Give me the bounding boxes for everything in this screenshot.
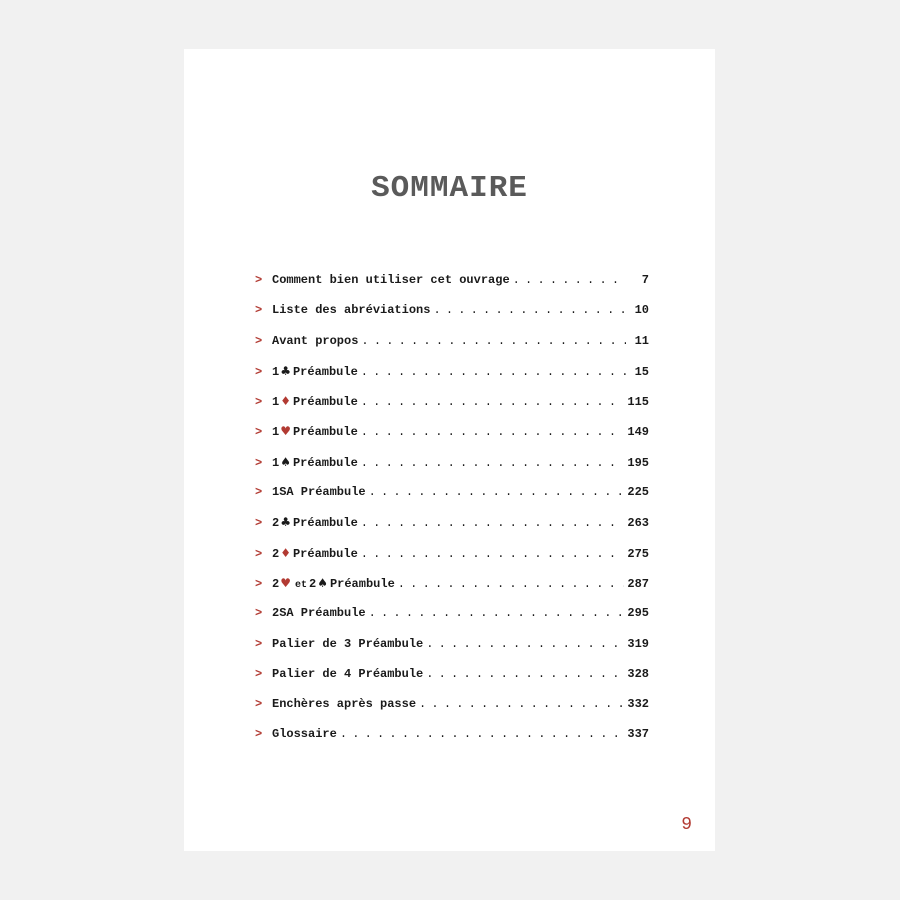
table-of-contents — [255, 273, 649, 758]
spade-icon: ♠ — [317, 575, 328, 590]
dot-leader — [369, 606, 625, 620]
toc-item-page: 10 — [634, 303, 649, 318]
dot-leader — [361, 547, 625, 561]
toc-item-label — [272, 455, 358, 470]
toc-item-text: Préambule — [292, 425, 358, 440]
toc-item-1-club[interactable] — [255, 364, 649, 394]
toc-item-2-diamond[interactable] — [255, 546, 649, 576]
dot-leader — [369, 485, 625, 499]
toc-item-label — [272, 424, 358, 439]
club-icon: ♣ — [280, 515, 291, 530]
dot-leader — [419, 697, 624, 711]
toc-item-page: 263 — [627, 516, 649, 531]
toc-item-label: Avant propos — [272, 333, 359, 348]
arrow-icon: > — [255, 425, 263, 440]
toc-item-label: Enchères après passe — [272, 697, 417, 712]
bid-level: 2 — [272, 576, 280, 591]
toc-item-2-heart-2-spade[interactable] — [255, 576, 649, 606]
arrow-icon: > — [255, 364, 263, 379]
toc-item-palier-3[interactable] — [255, 637, 649, 667]
toc-item-page: 275 — [627, 546, 649, 561]
dot-leader — [361, 516, 625, 530]
toc-item-label: Comment bien utiliser cet ouvrage — [272, 273, 510, 287]
diamond-icon: ♦ — [280, 545, 291, 560]
arrow-icon: > — [255, 697, 263, 712]
bid-level: 1 — [272, 364, 280, 379]
page-title: SOMMAIRE — [371, 171, 528, 206]
page-number: 9 — [681, 815, 692, 835]
arrow-icon: > — [255, 395, 263, 410]
dot-leader — [426, 637, 624, 651]
toc-item-label — [272, 576, 395, 591]
toc-item-page: 332 — [627, 697, 649, 712]
toc-item-1-spade[interactable] — [255, 455, 649, 485]
bid-level-2: 2 — [308, 576, 317, 591]
bid-level: 2 — [272, 546, 280, 561]
toc-item-label — [272, 394, 358, 409]
toc-item-label — [272, 364, 358, 379]
toc-item-2-club[interactable] — [255, 515, 649, 545]
dot-leader — [361, 456, 625, 470]
spade-icon: ♠ — [280, 454, 291, 469]
toc-item-text: Préambule — [292, 516, 358, 531]
diamond-icon: ♦ — [280, 394, 291, 409]
arrow-icon: > — [255, 516, 263, 531]
toc-item-label: Palier de 4 Préambule — [272, 666, 424, 681]
toc-item-comment-bien-utiliser[interactable] — [255, 273, 649, 303]
toc-item-label: Glossaire — [272, 727, 337, 742]
toc-item-label — [272, 546, 358, 561]
toc-item-encheres-apres-passe[interactable] — [255, 697, 649, 727]
toc-item-palier-4[interactable] — [255, 667, 649, 697]
dot-leader — [361, 395, 625, 409]
arrow-icon: > — [255, 576, 263, 591]
toc-item-liste-abreviations[interactable] — [255, 303, 649, 333]
dot-leader — [433, 303, 626, 317]
dot-leader — [361, 365, 626, 379]
toc-item-text: Préambule — [292, 455, 358, 470]
dot-leader — [426, 667, 624, 681]
toc-item-page: 195 — [627, 455, 649, 470]
arrow-icon: > — [255, 485, 263, 500]
toc-item-2sa[interactable] — [255, 606, 649, 636]
bid-level: 1 — [272, 395, 280, 410]
heart-icon: ♥ — [280, 424, 291, 439]
arrow-icon: > — [255, 727, 263, 742]
toc-item-page: 149 — [627, 425, 649, 440]
toc-item-label: Liste des abréviations — [272, 303, 431, 318]
toc-item-text: Préambule — [292, 364, 358, 379]
toc-item-1-diamond[interactable] — [255, 394, 649, 424]
toc-item-page: 15 — [634, 364, 649, 379]
toc-item-page: 225 — [627, 485, 649, 500]
toc-item-page: 337 — [627, 727, 649, 742]
toc-item-label: 2SA Préambule — [272, 606, 366, 621]
bid-level: 1 — [272, 425, 280, 440]
toc-item-page: 287 — [627, 576, 649, 591]
book-page — [184, 49, 715, 851]
toc-item-label: 1SA Préambule — [272, 485, 366, 500]
heart-icon: ♥ — [280, 575, 291, 590]
toc-item-1-heart[interactable] — [255, 424, 649, 454]
arrow-icon: > — [255, 303, 263, 318]
toc-item-page: 328 — [627, 666, 649, 681]
toc-item-text: Préambule — [329, 576, 395, 591]
toc-item-page: 7 — [641, 273, 649, 287]
toc-item-page: 115 — [627, 395, 649, 410]
toc-item-page: 319 — [627, 636, 649, 651]
connector-text: et — [294, 579, 307, 591]
arrow-icon: > — [255, 606, 263, 621]
toc-item-page: 11 — [634, 333, 649, 348]
toc-item-text: Préambule — [292, 546, 358, 561]
arrow-icon: > — [255, 666, 263, 681]
dot-leader — [340, 727, 625, 741]
arrow-icon: > — [255, 455, 263, 470]
toc-item-avant-propos[interactable] — [255, 334, 649, 364]
arrow-icon: > — [255, 333, 263, 348]
dot-leader — [398, 577, 625, 591]
dot-leader — [361, 425, 625, 439]
bid-level: 2 — [272, 516, 280, 531]
dot-leader — [513, 273, 626, 287]
arrow-icon: > — [255, 636, 263, 651]
bid-level: 1 — [272, 455, 280, 470]
toc-item-label: Palier de 3 Préambule — [272, 636, 424, 651]
toc-item-1sa[interactable] — [255, 485, 649, 515]
dot-leader — [361, 334, 626, 348]
toc-item-page: 295 — [627, 606, 649, 621]
arrow-icon: > — [255, 546, 263, 561]
toc-item-label — [272, 515, 358, 530]
toc-item-text: Préambule — [292, 395, 358, 410]
arrow-icon: > — [255, 273, 263, 287]
club-icon: ♣ — [280, 363, 291, 378]
toc-item-glossaire[interactable] — [255, 727, 649, 757]
